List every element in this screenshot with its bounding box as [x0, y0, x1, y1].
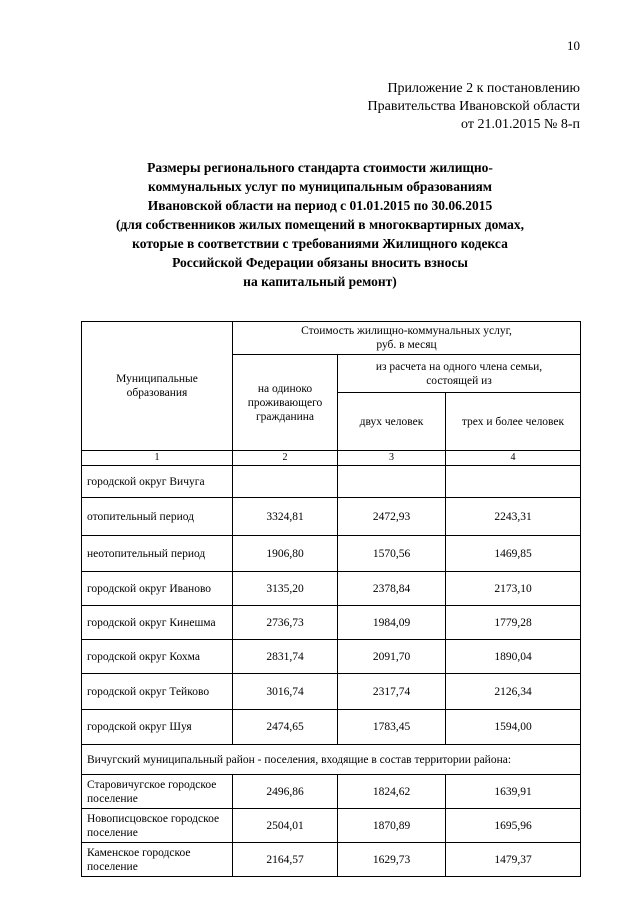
- value-three: 1639,91: [446, 775, 581, 809]
- value-two: 1570,56: [338, 536, 446, 572]
- header-cost-line: руб. в месяц: [376, 339, 437, 351]
- col-number: 4: [446, 451, 581, 466]
- value-two: 2378,84: [338, 572, 446, 606]
- row-name: Новописцовское городское поселение: [82, 809, 233, 843]
- row-name: городской округ Кохма: [82, 640, 233, 674]
- title-line: Ивановской области на период с 01.01.2015 по 30.06.2015: [147, 198, 493, 213]
- page-number: 10: [567, 38, 580, 53]
- value-single: 2164,57: [233, 843, 338, 877]
- table-row: [82, 674, 581, 710]
- value-three: 1479,37: [446, 843, 581, 877]
- title-line: Размеры регионального стандарта стоимости жилищно-: [147, 160, 493, 175]
- title-line: Российской Федерации обязаны вносить взносы: [172, 255, 468, 270]
- value-two: 2091,70: [338, 640, 446, 674]
- header-cost-group: [233, 322, 581, 355]
- header-per-member: [338, 355, 581, 393]
- value-three: 2173,10: [446, 572, 581, 606]
- value-two: 1783,45: [338, 710, 446, 745]
- header-two: двух человек: [338, 393, 446, 451]
- value-two: 1629,73: [338, 843, 446, 877]
- value-two: 2472,93: [338, 498, 446, 536]
- value-single: 1906,80: [233, 536, 338, 572]
- value-three: 1469,85: [446, 536, 581, 572]
- row-name: Старовичугское городское поселение: [82, 775, 233, 809]
- value-single: 3016,74: [233, 674, 338, 710]
- row-name: городской округ Шуя: [82, 710, 233, 745]
- value-two: 2317,74: [338, 674, 446, 710]
- section-heading: Вичугский муниципальный район - поселения, входящие в состав территории района:: [82, 745, 581, 775]
- header-per-member-line: состоящей из: [426, 374, 492, 387]
- value-two: [338, 466, 446, 498]
- title-line: которые в соответствии с требованиями Жилищного кодекса: [132, 236, 508, 251]
- header-cost-line: Стоимость жилищно-коммунальных услуг,: [301, 325, 512, 337]
- table-row: [82, 710, 581, 745]
- header-three: трех и более человек: [446, 393, 581, 451]
- row-name: городской округ Тейково: [82, 674, 233, 710]
- title-line: коммунальных услуг по муниципальным образованиям: [147, 179, 493, 194]
- value-two: 1870,89: [338, 809, 446, 843]
- row-name: городской округ Кинешма: [82, 606, 233, 640]
- value-single: 2474,65: [233, 710, 338, 745]
- col-number: 1: [82, 451, 233, 466]
- value-two: 1984,09: [338, 606, 446, 640]
- value-single: 2496,86: [233, 775, 338, 809]
- appendix-line: Правительства Ивановской области: [367, 99, 580, 114]
- title-line: (для собственников жилых помещений в многоквартирных домах,: [115, 217, 525, 232]
- value-single: 2736,73: [233, 606, 338, 640]
- appendix-line: от 21.01.2015 № 8-п: [461, 117, 580, 132]
- row-name: отопительный период: [82, 498, 233, 536]
- appendix-line: Приложение 2 к постановлению: [387, 81, 580, 96]
- value-single: 3135,20: [233, 572, 338, 606]
- value-single: 2831,74: [233, 640, 338, 674]
- header-single: на одиноко проживающего гражданина: [233, 355, 338, 451]
- table-row: [82, 843, 581, 877]
- table-row: [82, 809, 581, 843]
- header-municipal: Муниципальные образования: [82, 322, 233, 451]
- table-row: [82, 572, 581, 606]
- value-three: 2126,34: [446, 674, 581, 710]
- value-three: [446, 466, 581, 498]
- table-row: [82, 640, 581, 674]
- table-row: [82, 606, 581, 640]
- title-line: на капитальный ремонт): [243, 274, 397, 289]
- table-row: [82, 498, 581, 536]
- value-single: [233, 466, 338, 498]
- value-single: 3324,81: [233, 498, 338, 536]
- table-row: [82, 466, 581, 498]
- value-two: 1824,62: [338, 775, 446, 809]
- table-row: [82, 536, 581, 572]
- col-number: 2: [233, 451, 338, 466]
- value-three: 1779,28: [446, 606, 581, 640]
- value-three: 2243,31: [446, 498, 581, 536]
- value-single: 2504,01: [233, 809, 338, 843]
- row-name: городской округ Иваново: [82, 572, 233, 606]
- row-name: неотопительный период: [82, 536, 233, 572]
- table-row: [82, 775, 581, 809]
- header-per-member-line: из расчета на одного члена семьи,: [375, 360, 543, 373]
- row-name: Каменское городское поселение: [82, 843, 233, 877]
- value-three: 1695,96: [446, 809, 581, 843]
- cost-table: [81, 321, 581, 877]
- col-number: 3: [338, 451, 446, 466]
- document-title: [80, 158, 560, 291]
- value-three: 1594,00: [446, 710, 581, 745]
- appendix-note: [368, 80, 580, 134]
- section-row: [82, 745, 581, 775]
- value-three: 1890,04: [446, 640, 581, 674]
- row-name: городской округ Вичуга: [82, 466, 233, 498]
